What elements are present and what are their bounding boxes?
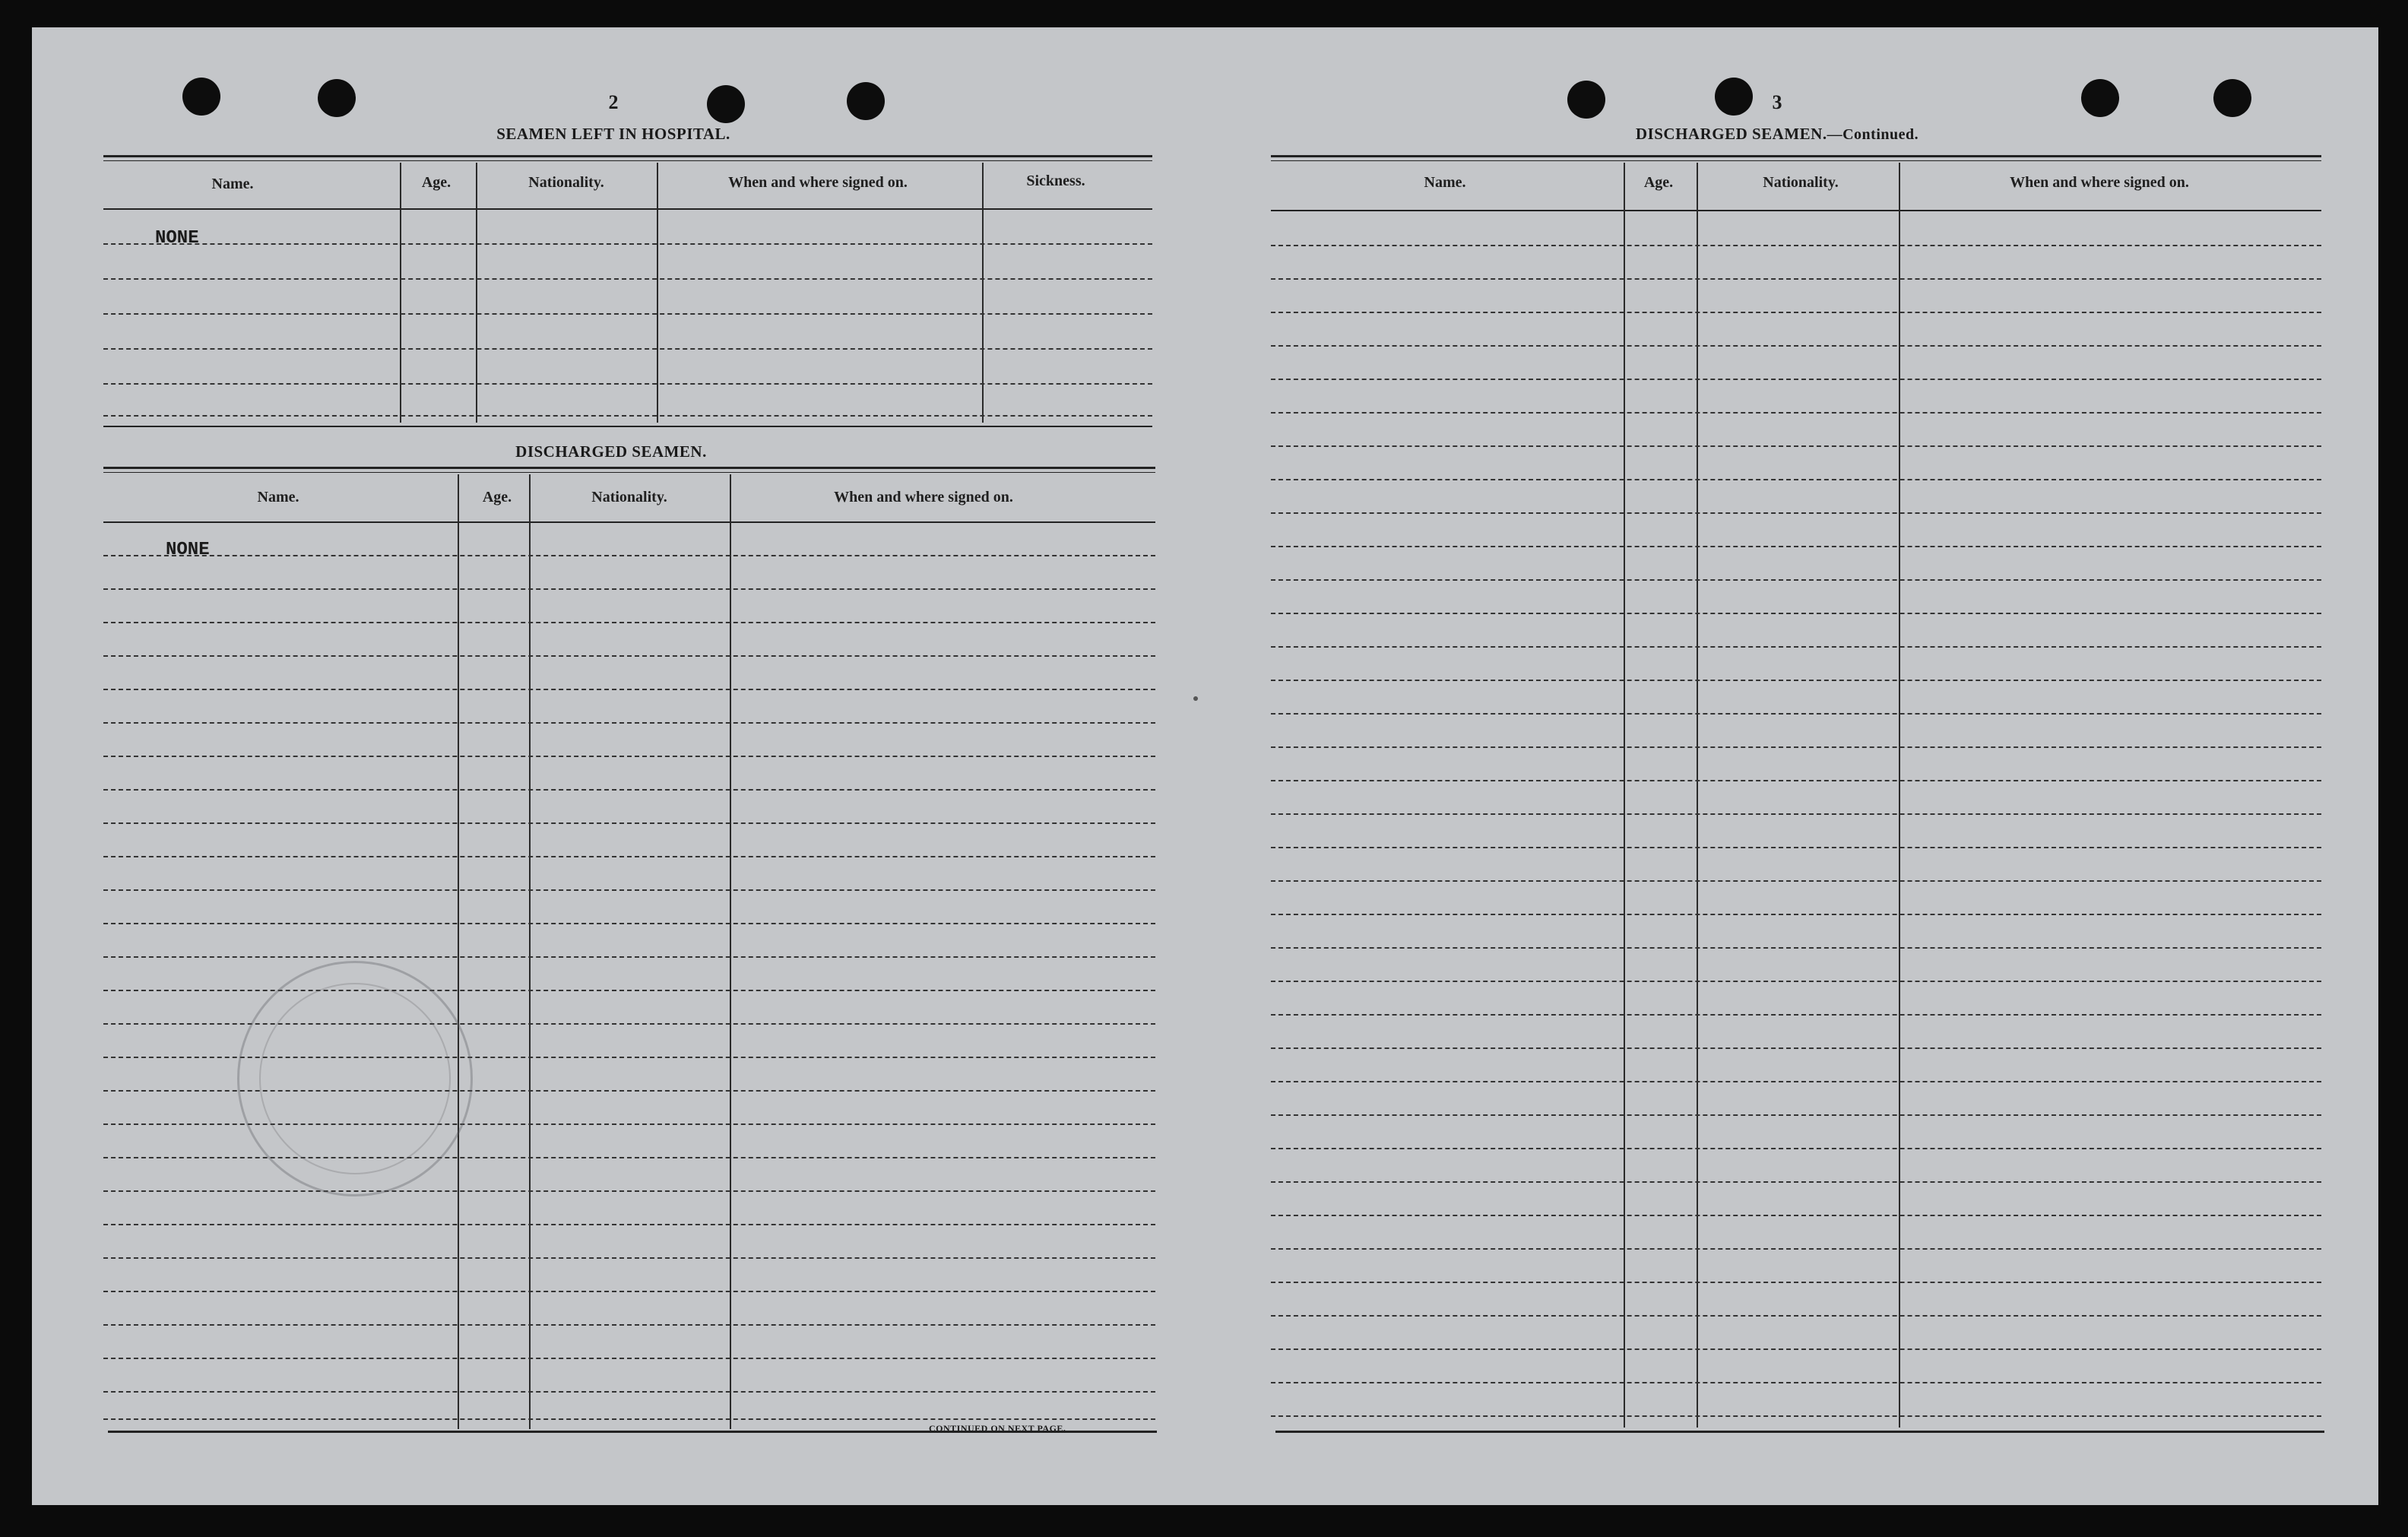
column-header-signed-on: When and where signed on.	[834, 489, 1013, 505]
entry-line	[1271, 345, 2321, 347]
entry-line	[103, 990, 1155, 991]
discharged-section-title: DISCHARGED SEAMEN.	[515, 442, 707, 461]
column-header-sickness: Sickness.	[1026, 173, 1085, 189]
entry-line	[1271, 278, 2321, 280]
column-header-nationality: Nationality.	[591, 489, 667, 505]
page-number: 2	[608, 91, 619, 113]
faded-stamp	[237, 961, 473, 1196]
entry-line	[103, 722, 1155, 724]
table-top-rule	[103, 467, 1155, 469]
entry-line	[1271, 379, 2321, 380]
table-top-rule	[1271, 155, 2321, 157]
entry-line	[1271, 512, 2321, 514]
continued-note: CONTINUED ON NEXT PAGE.	[929, 1423, 1066, 1434]
column-header-nationality: Nationality.	[1763, 174, 1839, 191]
entry-line	[1271, 1415, 2321, 1417]
entry-line	[103, 313, 1152, 315]
entry-line	[1271, 1348, 2321, 1350]
entry-line	[103, 415, 1152, 417]
entry-line	[1271, 1215, 2321, 1216]
entry-line	[1271, 847, 2321, 848]
entry-line	[103, 822, 1155, 824]
column-divider	[1899, 163, 1900, 1428]
column-divider	[529, 474, 531, 1429]
entry-line	[103, 856, 1155, 857]
table-top-rule	[1271, 160, 2321, 161]
column-header-name: Name.	[1424, 174, 1466, 191]
entry-line	[103, 789, 1155, 791]
column-divider	[1624, 163, 1625, 1428]
column-divider	[730, 474, 731, 1429]
entry-line	[103, 622, 1155, 623]
column-header-age: Age.	[421, 174, 452, 191]
entry-line	[1271, 479, 2321, 480]
document-sheet	[32, 27, 2378, 1505]
table-header-rule	[103, 208, 1152, 210]
entry-line	[103, 278, 1152, 280]
column-divider	[1697, 163, 1698, 1428]
entry-line	[1271, 1114, 2321, 1116]
table-header-rule	[1271, 210, 2321, 211]
entry-line	[1271, 646, 2321, 648]
table-top-rule	[103, 155, 1152, 157]
discharged-continued-title	[1636, 125, 1918, 144]
entry-line	[1271, 546, 2321, 547]
column-divider	[458, 474, 459, 1429]
entry-line	[1271, 312, 2321, 313]
column-header-signed-on: When and where signed on.	[728, 174, 908, 191]
entry-line	[1271, 1014, 2321, 1016]
fold-mark	[1193, 696, 1198, 701]
section-divider-rule	[103, 426, 1152, 427]
entry-line	[103, 588, 1155, 590]
punch-hole	[707, 85, 745, 123]
punch-hole	[847, 82, 885, 120]
punch-hole	[1715, 78, 1753, 116]
hospital-entry-name: NONE	[155, 228, 199, 249]
entry-line	[103, 889, 1155, 891]
table-top-rule	[103, 472, 1155, 473]
entry-line	[1271, 1081, 2321, 1082]
punch-hole	[1567, 81, 1605, 119]
table-bottom-rule	[1275, 1431, 2324, 1433]
column-header-age: Age.	[1643, 174, 1674, 191]
entry-line	[1271, 1181, 2321, 1183]
entry-line	[1271, 1047, 2321, 1049]
column-header-name: Name.	[257, 489, 299, 505]
punch-hole	[2081, 79, 2119, 117]
entry-line	[103, 1224, 1155, 1225]
column-header-age: Age.	[482, 489, 512, 505]
punch-hole	[318, 79, 356, 117]
entry-line	[103, 756, 1155, 757]
punch-hole	[182, 78, 220, 116]
entry-line	[1271, 1382, 2321, 1383]
entry-line	[1271, 1282, 2321, 1283]
entry-line	[1271, 1315, 2321, 1317]
entry-line	[1271, 947, 2321, 949]
entry-line	[1271, 746, 2321, 748]
hospital-section-title: SEAMEN LEFT IN HOSPITAL.	[496, 125, 730, 143]
entry-line	[103, 923, 1155, 924]
table-top-rule	[103, 160, 1152, 161]
discharged-entry-name: NONE	[166, 540, 210, 560]
entry-line	[103, 1358, 1155, 1359]
column-header-name: Name.	[211, 176, 254, 192]
punch-hole	[2213, 79, 2251, 117]
section-title-suffix: —Continued.	[1827, 126, 1919, 143]
entry-line	[103, 1190, 1155, 1192]
entry-line	[103, 1291, 1155, 1292]
entry-line	[103, 1391, 1155, 1393]
entry-line	[103, 1257, 1155, 1259]
entry-line	[1271, 680, 2321, 681]
column-header-signed-on: When and where signed on.	[2010, 174, 2189, 191]
entry-line	[1271, 1248, 2321, 1250]
entry-line	[1271, 579, 2321, 581]
entry-line	[1271, 245, 2321, 246]
table-header-rule	[103, 521, 1155, 523]
column-header-nationality: Nationality.	[528, 174, 604, 191]
entry-line	[1271, 981, 2321, 982]
entry-line	[103, 1418, 1155, 1420]
entry-line	[1271, 412, 2321, 414]
entry-line	[103, 1324, 1155, 1326]
entry-line	[103, 1157, 1155, 1158]
entry-line	[1271, 1148, 2321, 1149]
page-number: 3	[1772, 91, 1782, 113]
entry-line	[103, 348, 1152, 350]
entry-line	[1271, 914, 2321, 915]
entry-line	[103, 956, 1155, 958]
entry-line	[103, 243, 1152, 245]
entry-line	[103, 555, 1155, 556]
entry-line	[103, 689, 1155, 690]
entry-line	[103, 655, 1155, 657]
section-title-main: DISCHARGED SEAMEN.	[1635, 125, 1827, 143]
entry-line	[1271, 713, 2321, 715]
entry-line	[1271, 613, 2321, 614]
entry-line	[1271, 780, 2321, 781]
entry-line	[1271, 445, 2321, 447]
entry-line	[1271, 880, 2321, 882]
entry-line	[1271, 813, 2321, 815]
entry-line	[103, 383, 1152, 385]
